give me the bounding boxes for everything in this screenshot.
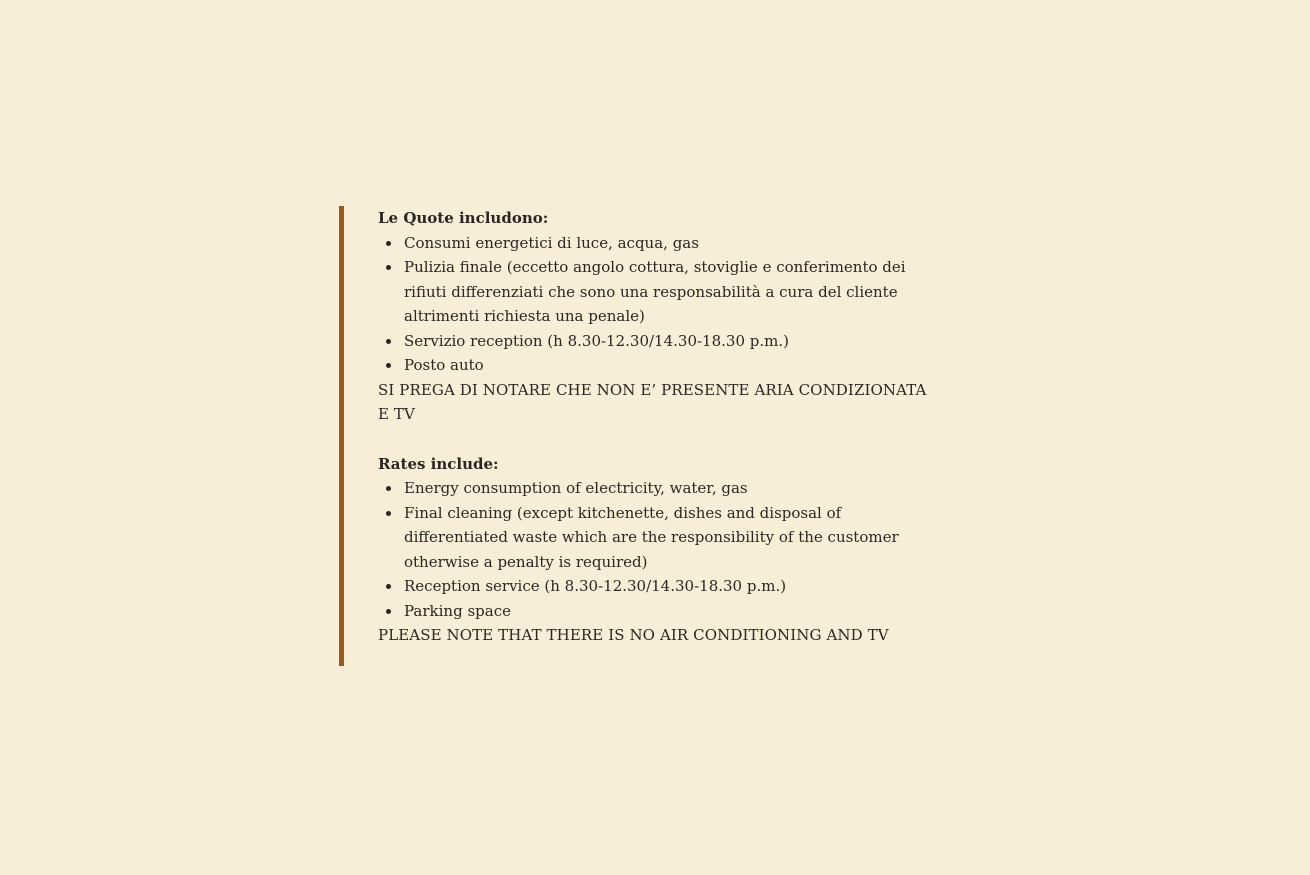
section-spacer xyxy=(378,427,939,452)
list-item: Posto auto xyxy=(378,353,924,378)
list-item: Servizio reception (h 8.30-12.30/14.30-18.30 p.m.) xyxy=(378,329,924,354)
italian-inclusions-list xyxy=(378,231,939,378)
list-item: Reception service (h 8.30-12.30/14.30-18.30 p.m.) xyxy=(378,574,924,599)
italian-note: SI PREGA DI NOTARE CHE NON E’ PRESENTE ARIA CONDIZIONATA E TV xyxy=(378,380,927,423)
english-section-title: Rates include: xyxy=(378,454,499,473)
list-item: Consumi energetici di luce, acqua, gas xyxy=(378,231,924,256)
english-note: PLEASE NOTE THAT THERE IS NO AIR CONDITIONING AND TV xyxy=(378,626,889,644)
list-item: Pulizia finale (eccetto angolo cottura, stoviglie e conferimento dei rifiuti differenziati che sono una responsabilità a cura del cliente altrimenti richiesta una penale) xyxy=(378,255,924,329)
rates-info-block xyxy=(339,206,939,666)
list-item: Parking space xyxy=(378,599,924,624)
list-item: Energy consumption of electricity, water, gas xyxy=(378,476,924,501)
list-item: Final cleaning (except kitchenette, dishes and disposal of differentiated waste which are the responsibility of the customer otherwise a penalty is required) xyxy=(378,501,924,575)
italian-section-title: Le Quote includono: xyxy=(378,209,549,227)
english-inclusions-list xyxy=(378,476,939,623)
